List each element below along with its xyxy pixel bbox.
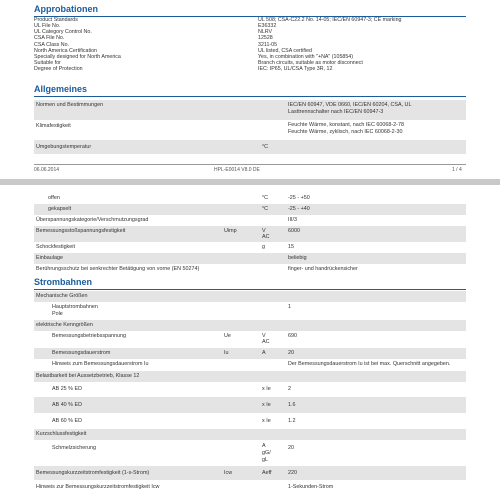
row-label: Bemessungsdauerstrom [52, 350, 111, 356]
row-label: Hauptstrombahnen [52, 304, 98, 310]
row-value: Der Bemessungsdauerstrom Iu ist bei max. Querschnitt angegeben. [288, 361, 451, 367]
row-unit: °C [262, 144, 269, 150]
table-row [34, 242, 466, 253]
row-label: Berührungsschutz bei senkrechter Betätigung von vorne (EN 50274) [36, 266, 200, 272]
table-row [34, 466, 466, 480]
table-row [34, 480, 466, 494]
table-row [34, 140, 466, 154]
row-value-line2: Feuchte Wärme, zyklisch, nach IEC 60068-2-30 [288, 129, 403, 135]
row-value: 6000 [288, 228, 300, 234]
row-unit: V [262, 333, 266, 339]
row-unit: V [262, 228, 266, 234]
row-value: 1.2 [288, 418, 296, 424]
table-row [34, 440, 466, 466]
value: UL listed, CSA certified [258, 47, 312, 54]
row-label: Normen und Bestimmungen [36, 102, 104, 108]
approbationen-labels [34, 17, 121, 72]
row-label: Hinweis zum Bemessungsdauerstrom Iu [52, 361, 149, 367]
row-value: 220 [288, 470, 297, 476]
table-row [34, 413, 466, 429]
footer-divider [34, 164, 466, 165]
table-row [34, 382, 466, 397]
document-page-2 [0, 185, 500, 498]
row-symbol: Iu [224, 350, 229, 356]
row-unit-line3: gL [262, 457, 268, 463]
row-label: Belastbarkeit bei Aussetzbetrieb, Klasse 12 [36, 373, 140, 379]
table-row [34, 397, 466, 413]
label: North America Certification [34, 47, 97, 54]
label: CSA Class No. [34, 41, 70, 48]
table-row [34, 320, 466, 331]
approbationen-values [258, 17, 401, 72]
row-value: Feuchte Wärme, konstant, nach IEC 60068-2-78 [288, 122, 404, 128]
value: E36332 [258, 23, 277, 30]
row-label: AB 40 % ED [52, 402, 82, 408]
section-divider [34, 289, 466, 290]
row-label: Kurzschlussfestigkeit [36, 431, 87, 437]
footer-doc-id: HPL-E0014 V8.0 DE [214, 167, 260, 173]
row-label: Bemessungsbetriebsspannung [52, 333, 127, 339]
section-divider [34, 96, 466, 97]
row-label: AB 25 % ED [52, 386, 82, 392]
table-row [34, 193, 466, 204]
row-label: Schockfestigkeit [36, 244, 75, 250]
table-row [34, 204, 466, 215]
row-value: finger- und handrückensicher [288, 266, 358, 272]
row-value: -25 - +50 [288, 195, 310, 201]
row-unit-line2: AC [262, 339, 270, 345]
row-unit: g [262, 244, 265, 250]
row-unit: Aeff [262, 470, 272, 476]
row-value: 20 [288, 445, 294, 451]
table-row [34, 359, 466, 371]
table-row [34, 215, 466, 226]
footer-date: 06.06.2014 [34, 167, 60, 173]
value: 3211-05 [258, 41, 278, 48]
row-label: offen [48, 195, 60, 201]
value: UL 508; CSA-C22.2 No. 14-05; IEC/EN 60947-3; CE marking [258, 17, 402, 23]
row-unit: °C [262, 206, 269, 212]
row-label: Hinweis zur Bemessungskurzzeitstromfestigkeit Icw [36, 484, 160, 490]
label: UL Category Control No. [34, 29, 92, 36]
row-label: Klimafestigkeit [36, 123, 71, 129]
row-label: Einbaulage [36, 255, 63, 261]
label: CSA File No. [34, 35, 65, 42]
label: Degree of Protection [34, 66, 83, 73]
row-value: 15 [288, 244, 294, 250]
table-row [34, 226, 466, 242]
row-label: Überspannungskategorie/Verschmutzungsgrad [36, 217, 149, 223]
row-unit-line2: gG/ [262, 450, 271, 456]
row-value: 2 [288, 386, 291, 392]
row-value-line2: Lasttrennschalter nach IEC/EN 60947-3 [288, 109, 384, 115]
row-label: gekapselt [48, 206, 72, 212]
row-label: Umgebungstemperatur [36, 144, 92, 150]
label: Specially designed for North America [34, 53, 121, 60]
table-row [34, 348, 466, 359]
section-title-strombahnen: Strombahnen [34, 277, 93, 287]
row-value: IEC/EN 60947, VDE 0660, IEC/EN 60204, CSA, UL [288, 102, 412, 108]
label: Product Standards [34, 17, 78, 23]
row-symbol: Icw [224, 470, 233, 476]
table-row [34, 331, 466, 348]
row-unit: A [262, 443, 266, 449]
row-value: III/3 [288, 217, 297, 223]
table-row [34, 429, 466, 440]
label: UL File No. [34, 23, 61, 30]
table-row [34, 120, 466, 140]
row-value: 1-Sekunden-Strom [288, 484, 334, 490]
row-unit: °C [262, 195, 269, 201]
row-label: Mechanische Größen [36, 293, 88, 299]
row-label: Bemessungsstoßspannungsfestigkeit [36, 228, 126, 234]
row-unit-line2: AC [262, 234, 270, 240]
value: IEC: IP65, UL/CSA Type 3R, 12 [258, 66, 333, 73]
table-row [34, 371, 466, 382]
row-unit: A [262, 350, 266, 356]
table-row [34, 264, 466, 275]
footer-page-number: 1 / 4 [452, 167, 462, 173]
row-symbol: Ue [224, 333, 231, 339]
row-value: -25 - +40 [288, 206, 310, 212]
row-label: Schmelzsicherung [52, 445, 97, 451]
table-row [34, 253, 466, 264]
row-value: 1.6 [288, 402, 296, 408]
section-title-approbationen: Approbationen [34, 4, 98, 14]
row-label: AB 60 % ED [52, 418, 82, 424]
table-row [34, 291, 466, 302]
row-label: Bemessungskurzzeitstromfestigkeit (1-s-Strom) [36, 470, 150, 476]
document-page-1 [0, 0, 500, 179]
row-unit: x Ie [262, 402, 271, 408]
value: Yes, in combination with "+NA" (105854) [258, 53, 353, 60]
row-value: 20 [288, 350, 294, 356]
value: 12528 [258, 35, 273, 42]
row-value: beliebig [288, 255, 307, 261]
row-value: 1 [288, 304, 291, 310]
row-value: 690 [288, 333, 297, 339]
row-label-line2: Pole [52, 311, 63, 317]
row-label: elektrische Kenngrößen [36, 322, 93, 328]
value: Branch circuits, suitable as motor disconnect [258, 60, 363, 67]
section-title-allgemeines: Allgemeines [34, 84, 88, 94]
table-row [34, 100, 466, 120]
row-symbol: Uimp [224, 228, 237, 234]
row-unit: x Ie [262, 386, 271, 392]
label: Suitable for [34, 60, 61, 67]
value: NLRV [258, 29, 273, 36]
table-row [34, 302, 466, 320]
row-unit: x Ie [262, 418, 271, 424]
